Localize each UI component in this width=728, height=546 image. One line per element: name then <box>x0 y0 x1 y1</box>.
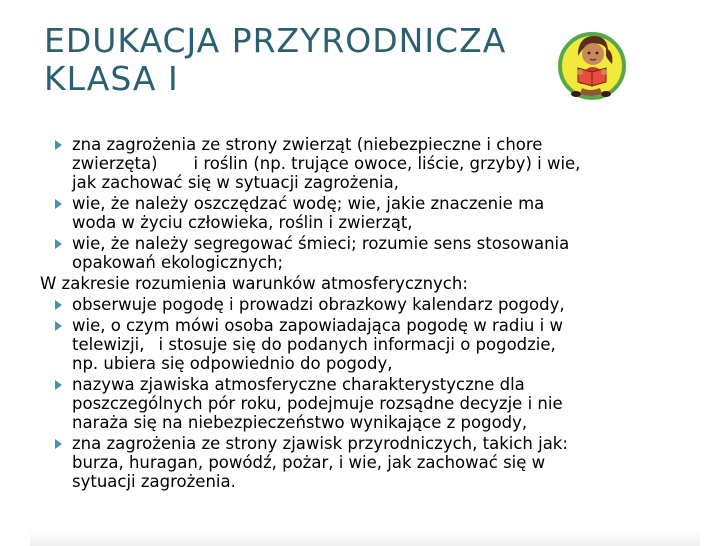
list-item-line: nazywa zjawiska atmosferyczne charakterystyczne dla <box>72 375 525 394</box>
list-item <box>40 434 690 491</box>
list-item-line-composite <box>72 335 690 354</box>
bullet-arrow-icon <box>55 434 67 453</box>
list-item-line: np. ubiera się odpowiednio do pogody, <box>72 354 393 373</box>
list-item-line: opakowań ekologicznych; <box>72 253 284 272</box>
list-item-line: zwierzęta) <box>72 154 158 173</box>
list-item-line: burza, huragan, powódź, pożar, i wie, jak zachować się w <box>72 453 546 472</box>
bullet-arrow-icon <box>55 135 67 154</box>
list-item-line: zna zagrożenia ze strony zwierząt (niebezpieczne i chore <box>72 135 543 154</box>
section-heading-text: W zakresie rozumienia warunków atmosferycznych: <box>40 274 468 293</box>
list-item-line: wie, że należy segregować śmieci; rozumie sens stosowania <box>72 234 570 253</box>
list-item-line: naraża się na niebezpieczeństwo wynikające z pogody, <box>72 413 528 432</box>
list-item-line: i roślin (np. trujące owoce, liście, grzyby) i wie, <box>193 154 581 173</box>
bullet-arrow-icon <box>55 194 67 213</box>
list-item-line: sytuacji zagrożenia. <box>72 472 236 491</box>
bullet-arrow-icon <box>55 234 67 253</box>
list-item-line: zna zagrożenia ze strony zjawisk przyrodniczych, takich jak: <box>72 434 568 453</box>
list-item-line: wie, o czym mówi osoba zapowiadająca pogodę w radiu i w <box>72 316 563 335</box>
list-item-line: poszczególnych pór roku, podejmuje rozsądne decyzje i nie <box>72 394 563 413</box>
list-item <box>40 295 690 314</box>
list-item <box>40 316 690 373</box>
bottom-fade <box>30 530 700 546</box>
bullet-arrow-icon <box>55 295 67 314</box>
list-item <box>40 234 690 272</box>
list-item-line: telewizji, <box>72 335 145 354</box>
title-line-2: KLASA I <box>44 59 179 98</box>
list-item <box>40 194 690 232</box>
list-item-line: wie, że należy oszczędzać wodę; wie, jakie znaczenie ma <box>72 194 545 213</box>
list-item-line: obserwuje pogodę i prowadzi obrazkowy kalendarz pogody, <box>72 295 565 314</box>
list-item <box>40 375 690 432</box>
bullet-arrow-icon <box>55 316 67 335</box>
title-line-1: EDUKACJA PRZYRODNICZA <box>44 21 507 60</box>
list-item-line: i stosuje się do podanych informacji o pogodzie, <box>158 335 556 354</box>
bullet-arrow-icon <box>55 375 67 394</box>
slide-title <box>44 22 564 98</box>
list-item <box>40 135 690 192</box>
list-item-line-composite <box>72 154 690 173</box>
slide-content <box>40 135 690 493</box>
section-heading <box>40 274 690 293</box>
list-item-line: jak zachować się w sytuacji zagrożenia, <box>72 173 399 192</box>
list-item-line: woda w życiu człowieka, roślin i zwierząt, <box>72 213 413 232</box>
girl-reading-book-icon <box>540 22 644 102</box>
